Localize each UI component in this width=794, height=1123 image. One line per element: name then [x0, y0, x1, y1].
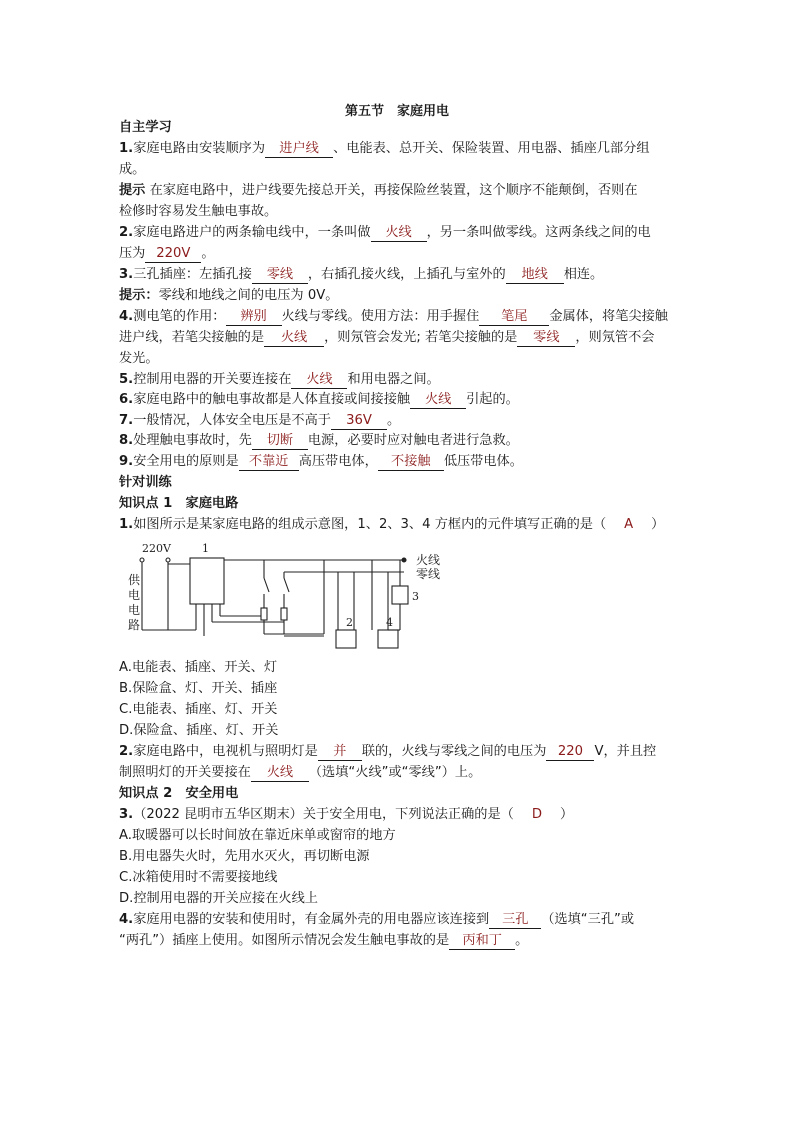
answer-blank: 火线	[251, 765, 309, 782]
training-question-4	[119, 910, 634, 930]
option-d: D.保险盒、插座、灯、开关	[119, 723, 279, 738]
tip-text: 在家庭电路中，进户线要先接总开关，再接保险丝装置，这个顺序不能颠倒，否则在	[145, 183, 638, 198]
household-circuit-diagram	[124, 538, 454, 658]
question-1-cont: 成。	[119, 162, 146, 177]
answer-blank: 切断	[252, 433, 308, 450]
question-number: 3.	[119, 807, 134, 822]
question-number: 7.	[119, 413, 134, 428]
question-text: ，则氖管会发光; 若笔尖接触的是	[324, 330, 518, 345]
question-5	[119, 370, 440, 390]
question-text: 家庭电路中的触电事故都是人体直接或间接接触	[133, 392, 411, 407]
question-number: 1.	[119, 517, 134, 532]
answer-blank: 三孔	[489, 912, 541, 929]
question-number: 2.	[119, 225, 134, 240]
neutral-wire-label: 零线	[416, 567, 441, 581]
answer-blank: 笔尾	[479, 309, 549, 326]
question-text: ）	[651, 517, 665, 532]
tip-label: 提示：	[119, 288, 159, 303]
answer-blank: 辨别	[226, 309, 282, 326]
question-text: 制照明灯的开关要接在	[119, 765, 251, 780]
question-number: 1.	[119, 141, 134, 156]
question-number: 4.	[119, 912, 134, 927]
tip-1-cont: 检修时容易发生触电事故。	[119, 204, 278, 219]
question-2-cont	[119, 244, 215, 264]
question-2	[119, 223, 651, 243]
option-c: C.电能表、插座、灯、开关	[119, 702, 278, 717]
answer-blank: 火线	[291, 372, 347, 389]
box-4-label: 4	[386, 616, 393, 629]
section-heading-training: 针对训练	[119, 475, 172, 490]
question-number: 9.	[119, 454, 134, 469]
box-3-label: 3	[412, 590, 419, 603]
tip-2	[119, 286, 338, 306]
supply-label-char: 路	[128, 618, 141, 632]
knowledge-point-2: 知识点 2 安全用电	[119, 786, 239, 801]
question-number: 3.	[119, 267, 134, 282]
question-text: 和用电器之间。	[347, 372, 440, 387]
knowledge-point-1: 知识点 1 家庭电路	[119, 496, 239, 511]
question-text: 家庭用电器的安装和使用时，有金属外壳的用电器应该连接到	[133, 912, 490, 927]
question-text: 家庭电路中，电视机与照明灯是	[133, 744, 318, 759]
box-2-label: 2	[346, 616, 353, 629]
question-text: 火线与零线。使用方法：用手握住	[281, 309, 480, 324]
voltage-label: 220V	[142, 542, 171, 555]
question-text: ，右插孔接火线，上插孔与室外的	[307, 267, 506, 282]
question-text: 。	[387, 413, 401, 428]
question-text: 测电笔的作用：	[133, 309, 226, 324]
question-text: ）	[559, 807, 574, 822]
question-number: 6.	[119, 392, 134, 407]
tip-text: 零线和地线之间的电压为 0V。	[158, 288, 339, 303]
question-number: 5.	[119, 372, 134, 387]
question-3	[119, 265, 603, 285]
answer-blank: 36V	[331, 413, 387, 430]
answer-blank: 220	[546, 744, 594, 761]
question-text: 高压带电体，	[298, 454, 378, 469]
section-heading-self-study: 自主学习	[119, 120, 172, 135]
choice-answer: D	[531, 807, 542, 822]
option-a: A.取暖器可以长时间放在靠近床单或窗帘的地方	[119, 828, 396, 843]
answer-blank: 火线	[371, 225, 427, 242]
question-text: 三孔插座：左插孔接	[133, 267, 252, 282]
answer-blank: 火线	[410, 392, 466, 409]
question-text: 家庭电路进户的两条输电线中，一条叫做	[133, 225, 371, 240]
question-text: （选填“火线”或“零线”）上。	[308, 765, 482, 780]
choice-answer: A	[624, 517, 634, 532]
question-text: 如图所示是某家庭电路的组成示意图，1、2、3、4 方框内的元件填写正确的是（	[133, 517, 607, 532]
question-text: 进户线，若笔尖接触的是	[119, 330, 265, 345]
answer-blank: 并	[318, 744, 362, 761]
training-question-2-cont	[119, 763, 481, 783]
live-wire-label: 火线	[416, 553, 441, 567]
training-question-3	[119, 805, 573, 825]
option-b: B.用电器失火时，先用水灭火，再切断电源	[119, 849, 370, 864]
question-text: 压为	[119, 246, 146, 261]
training-question-1	[119, 515, 664, 535]
answer-blank: 不接触	[378, 454, 444, 471]
question-text: 、电能表、总开关、保险装置、用电器、插座几部分组	[333, 141, 650, 156]
question-text: 家庭电路由安装顺序为	[133, 141, 266, 156]
supply-label-char: 电	[128, 603, 141, 617]
option-a: A.电能表、插座、开关、灯	[119, 660, 278, 675]
question-text: 安全用电的原则是	[133, 454, 239, 469]
question-text: 电源，必要时应对触电者进行急救。	[307, 433, 519, 448]
answer-blank: 零线	[517, 330, 575, 347]
training-question-4-cont	[119, 931, 528, 951]
question-text: 联的，火线与零线之间的电压为	[361, 744, 547, 759]
page-title: 第五节 家庭用电	[344, 104, 449, 119]
question-text: “两孔”）插座上使用。如图所示情况会发生触电事故的是	[119, 933, 450, 948]
question-number: 2.	[119, 744, 134, 759]
supply-label-char: 供	[128, 573, 141, 587]
question-text: （2022 昆明市五华区期末）关于安全用电，下列说法正确的是（	[133, 807, 514, 822]
tip-1	[119, 181, 638, 201]
question-number: 4.	[119, 309, 134, 324]
question-text: 金属体，将笔尖接触	[549, 309, 668, 324]
question-text: 一般情况，人体安全电压是不高于	[133, 413, 331, 428]
question-1	[119, 139, 650, 159]
option-d: D.控制用电器的开关应接在火线上	[119, 891, 318, 906]
answer-blank: 零线	[252, 267, 308, 284]
question-6	[119, 390, 519, 410]
tip-label: 提示	[119, 183, 146, 198]
question-text: V，并且控	[594, 744, 657, 759]
question-text: 。	[515, 933, 529, 948]
question-4-cont2: 发光。	[119, 351, 159, 366]
question-9	[119, 452, 523, 472]
question-text: （选填“三孔”或	[541, 912, 635, 927]
answer-blank: 火线	[264, 330, 324, 347]
training-question-2	[119, 742, 656, 762]
answer-blank: 不靠近	[239, 454, 299, 471]
question-text: 低压带电体。	[443, 454, 523, 469]
question-8	[119, 431, 519, 451]
question-text: 相连。	[563, 267, 604, 282]
question-text: 控制用电器的开关要连接在	[133, 372, 292, 387]
answer-blank: 进户线	[265, 141, 333, 158]
question-text: ，则氖管不会	[575, 330, 655, 345]
option-c: C.冰箱使用时不需要接地线	[119, 870, 278, 885]
answer-blank: 丙和丁	[449, 933, 515, 950]
question-text: 。	[201, 246, 215, 261]
question-text: 处理触电事故时，先	[133, 433, 252, 448]
box-1-label: 1	[202, 542, 209, 555]
question-text: ，另一条叫做零线。这两条线之间的电	[426, 225, 651, 240]
option-b: B.保险盒、灯、开关、插座	[119, 681, 278, 696]
answer-blank: 220V	[145, 246, 201, 263]
answer-blank: 地线	[506, 267, 564, 284]
question-number: 8.	[119, 433, 134, 448]
question-4	[119, 307, 668, 327]
supply-label-char: 电	[128, 588, 141, 602]
question-7	[119, 411, 400, 431]
question-4-cont	[119, 328, 654, 348]
question-text: 引起的。	[466, 392, 519, 407]
